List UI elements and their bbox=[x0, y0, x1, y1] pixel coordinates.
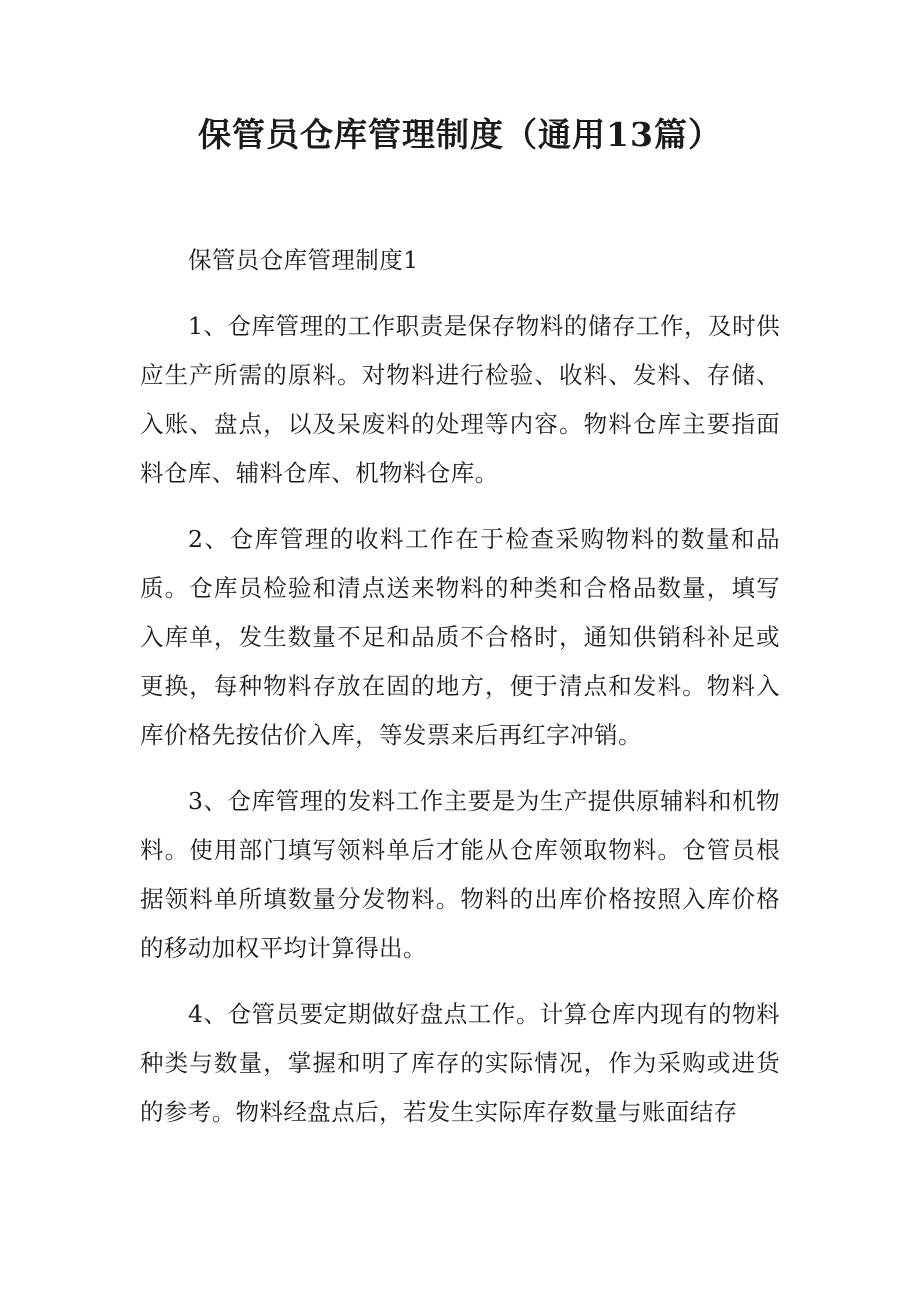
section-heading: 保管员仓库管理制度1 bbox=[188, 246, 419, 274]
paragraph-1: 1、仓库管理的工作职责是保存物料的储存工作，及时供应生产所需的原料。对物料进行检验、收料、发料、存储、入账、盘点，以及呆废料的处理等内容。物料仓库主要指面料仓库、辅料仓库、机物料仓库。 bbox=[140, 312, 780, 487]
paragraph-2: 2、仓库管理的收料工作在于检查采购物料的数量和品质。仓库员检验和清点送来物料的种类和合格品数量，填写入库单，发生数量不足和品质不合格时，通知供销科补足或更换，每种物料存放在固的地方，便于清点和发料。物料入库价格先按估价入库，等发票来后再红字冲销。 bbox=[140, 525, 780, 749]
document-title: 保管员仓库管理制度（通用13篇） bbox=[198, 115, 722, 154]
paragraph-3: 3、仓库管理的发料工作主要是为生产提供原辅料和机物料。使用部门填写领料单后才能从仓库领取物料。仓管员根据领料单所填数量分发物料。物料的出库价格按照入库价格的移动加权平均计算得出。 bbox=[140, 787, 780, 962]
paragraph-4: 4、仓管员要定期做好盘点工作。计算仓库内现有的物料种类与数量，掌握和明了库存的实际情况，作为采购或进货的参考。物料经盘点后，若发生实际库存数量与账面结存 bbox=[140, 1000, 780, 1126]
document-body bbox=[140, 236, 780, 1154]
